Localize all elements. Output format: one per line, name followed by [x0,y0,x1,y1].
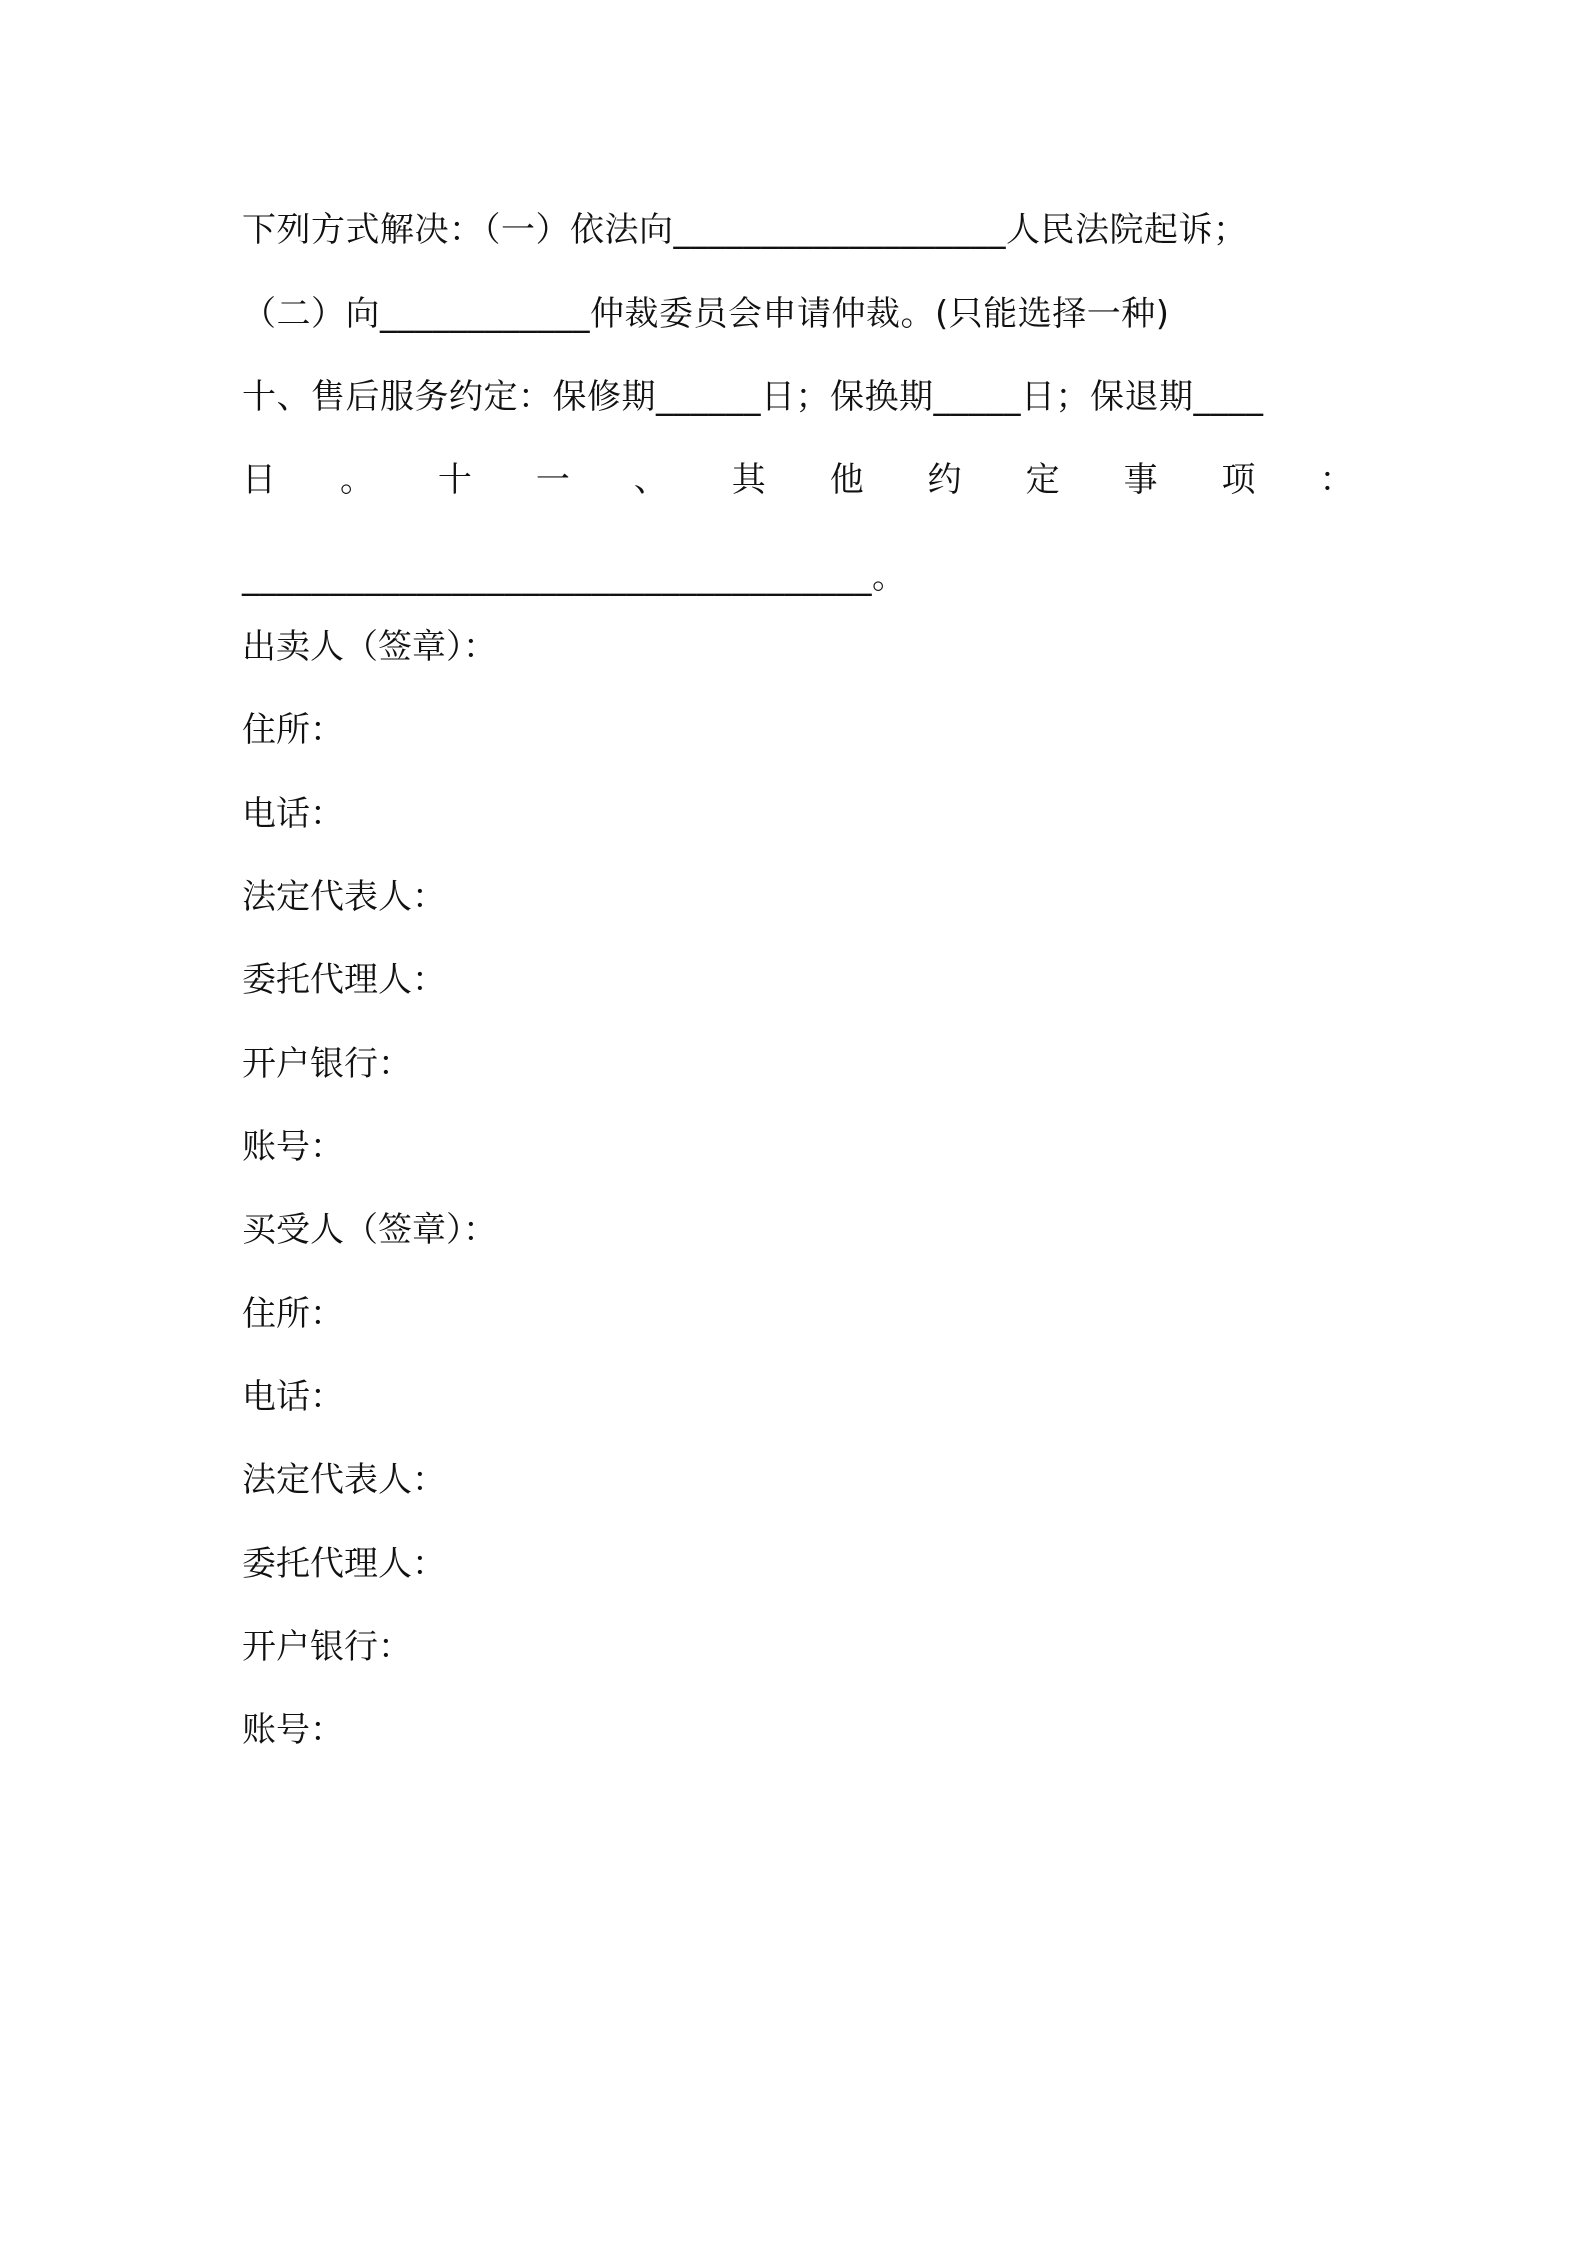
after-sales-service-line: 十、售后服务约定：保修期______日；保换期_____日；保退期____ [242,377,1264,417]
buyer-agent-label: 委托代理人： [242,1544,446,1584]
other-terms-char: 项 [1221,460,1257,500]
other-terms-char: 、 [633,460,669,500]
buyer-legal-rep-label: 法定代表人： [242,1460,446,1500]
buyer-address-label: 住所： [242,1294,344,1334]
other-terms-char: 一 [535,460,571,500]
other-terms-char: 日 [242,460,277,500]
seller-signature-label: 出卖人（签章）： [242,627,497,667]
other-terms-char: 。 [339,460,375,500]
other-terms-char: 他 [829,460,865,500]
dispute-resolution-line-2: （二）向____________仲裁委员会申请仲裁。(只能选择一种) [242,294,1170,334]
other-terms-char: ： [1319,460,1354,500]
other-terms-char: 十 [437,460,473,500]
seller-address-label: 住所： [242,710,344,750]
buyer-phone-label: 电话： [242,1377,344,1417]
other-terms-char: 定 [1025,460,1061,500]
seller-legal-rep-label: 法定代表人： [242,877,446,917]
buyer-account-label: 账号： [242,1710,344,1750]
other-terms-char: 其 [731,460,767,500]
other-terms-char: 约 [927,460,963,500]
other-terms-heading [242,458,1354,502]
seller-agent-label: 委托代理人： [242,960,446,1000]
buyer-signature-label: 买受人（签章）： [242,1210,497,1250]
dispute-resolution-line-1: 下列方式解决：（一）依法向___________________人民法院起诉； [242,210,1248,250]
other-terms-char: 事 [1123,460,1159,500]
buyer-bank-label: 开户银行： [242,1627,412,1667]
seller-bank-label: 开户银行： [242,1044,412,1084]
seller-phone-label: 电话： [242,794,344,834]
seller-account-label: 账号： [242,1127,344,1167]
other-terms-blank: ____________________________________。 [242,557,907,597]
